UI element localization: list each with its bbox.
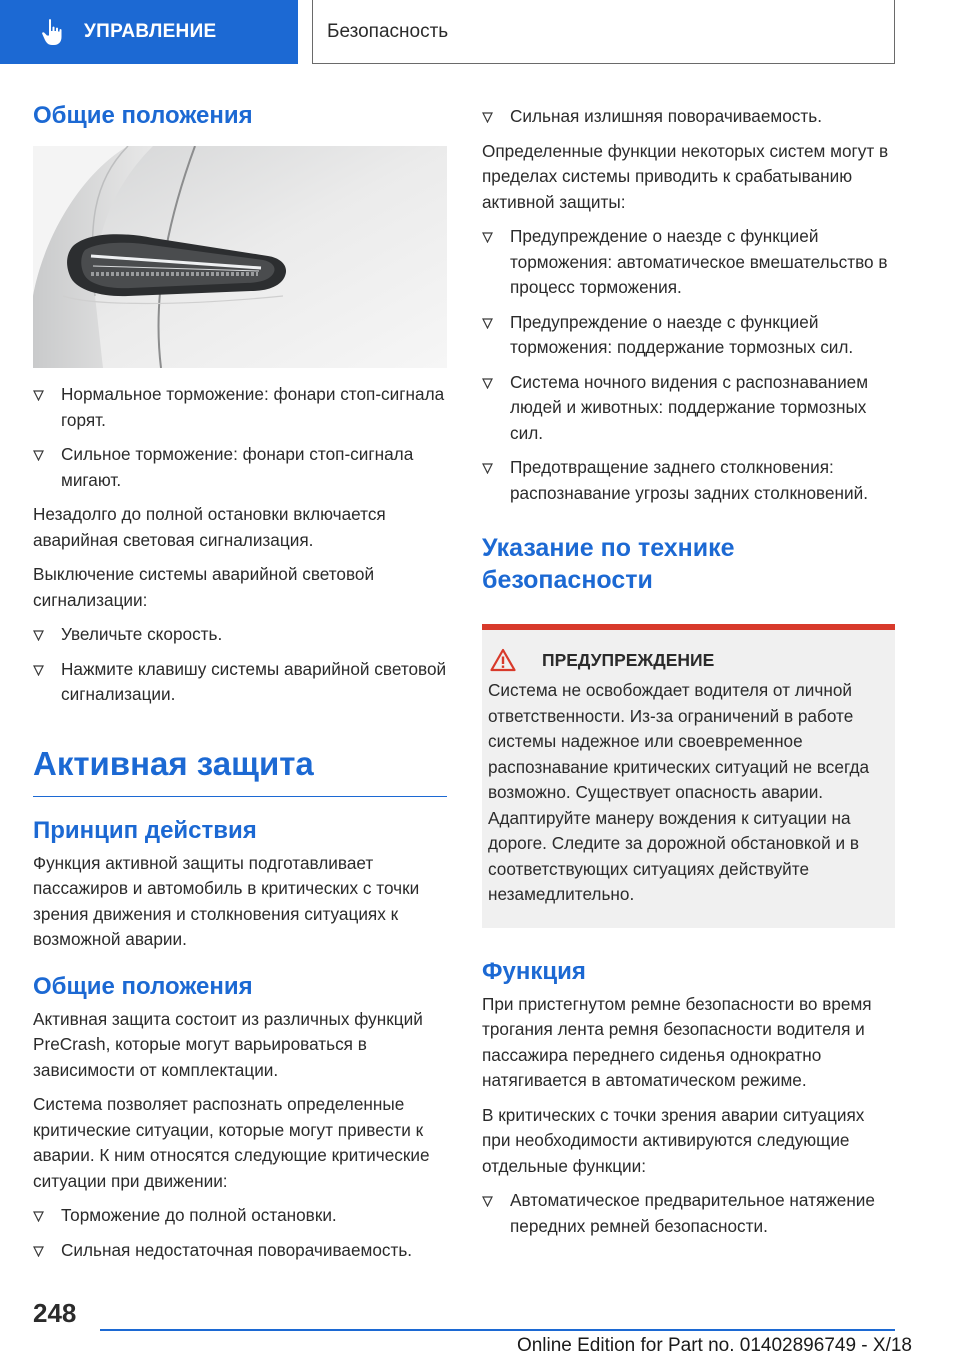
list-item: Сильная недостаточная поворачиваемость. — [33, 1238, 447, 1264]
heading-principle: Принцип действия — [33, 816, 257, 844]
chapter-title: УПРАВЛЕНИЕ — [84, 21, 217, 42]
paragraph: Выключение системы аварийной световой сигнализации: — [33, 564, 375, 610]
page-number: 248 — [33, 1298, 77, 1328]
list-item: Предотвращение заднего столкновения: распознавание угрозы задних столкновений. — [482, 455, 895, 506]
triangle-bullet-icon — [33, 630, 44, 641]
list-item: Автоматическое предварительное натяжение передних ремней безопасности. — [482, 1188, 895, 1239]
systems-list — [482, 224, 895, 506]
chapter-tab[interactable] — [0, 0, 298, 64]
hand-pointer-icon — [40, 18, 66, 46]
triangle-bullet-icon — [33, 1211, 44, 1222]
warning-box — [482, 624, 895, 928]
heading-general-2: Общие положения — [33, 972, 253, 1000]
paragraph: Активная защита состоит из различных функций PreCrash, которые могут варьироваться в зависимости от комплектации. — [33, 1008, 423, 1080]
heading-function: Функция — [482, 957, 586, 985]
triangle-bullet-icon — [482, 112, 493, 123]
functions-list — [482, 1188, 895, 1239]
list-item: Торможение до полной остановки. — [33, 1203, 447, 1229]
triangle-bullet-icon — [482, 232, 493, 243]
paragraph: При пристегнутом ремне безопасности во время трогания лента ремня безопасности водителя и пассажира переднего сиденья однократно натягивается в автоматическом режиме. — [482, 993, 872, 1090]
list-item: Предупреждение о наезде с функцией торможения: автоматическое вмешательство в процесс торможения. — [482, 224, 895, 301]
main-title-active-protection: Активная защита — [33, 744, 447, 797]
list-item: Сильная излишняя поворачиваемость. — [482, 104, 895, 130]
paragraph: Незадолго до полной остановки включается аварийная световая сигнализация. — [33, 504, 386, 550]
list-item: Сильное торможение: фонари стоп-сигнала мигают. — [33, 442, 447, 493]
critical-situations-list-cont — [482, 104, 895, 130]
left-column — [33, 100, 447, 1272]
heading-general-1: Общие положения — [33, 102, 253, 129]
paragraph: В критических с точки зрения аварии ситуациях при необходимости активируются следующие отдельные функции: — [482, 1104, 865, 1176]
triangle-bullet-icon — [482, 463, 493, 474]
list-item: Увеличьте скорость. — [33, 622, 447, 648]
footer-divider — [100, 1329, 895, 1331]
edition-info: Online Edition for Part no. 01402896749 - X/18 — [516, 1335, 912, 1356]
triangle-bullet-icon — [33, 1246, 44, 1257]
critical-situations-list — [33, 1203, 447, 1263]
triangle-bullet-icon — [482, 1196, 493, 1207]
triangle-bullet-icon — [33, 450, 44, 461]
paragraph: Функция активной защиты подготавливает пассажиров и автомобиль в критических с точки зрения движения и столкновения ситуациях к возможной аварии. — [33, 852, 420, 949]
warning-triangle-icon — [490, 648, 516, 672]
braking-lights-list — [33, 382, 447, 493]
triangle-bullet-icon — [482, 318, 493, 329]
hazard-off-list — [33, 622, 447, 708]
car-taillight-image — [33, 146, 447, 368]
list-item: Предупреждение о наезде с функцией торможения: поддержание тормозных сил. — [482, 310, 895, 361]
paragraph: Определенные функции некоторых систем могут в пределах системы приводить к срабатыванию активной защиты: — [482, 140, 889, 212]
right-column — [482, 100, 895, 1248]
page-header — [0, 0, 960, 66]
heading-safety-notes: Указание по технике безопасности — [482, 534, 735, 594]
triangle-bullet-icon — [33, 665, 44, 676]
section-title: Безопасность — [312, 0, 895, 64]
triangle-bullet-icon — [482, 378, 493, 389]
warning-title: ПРЕДУПРЕЖДЕНИЕ — [488, 648, 887, 672]
list-item: Система ночного видения с распознаванием людей и животных: поддержание тормозных сил. — [482, 370, 895, 447]
list-item: Нормальное торможение: фонари стоп-сигнала горят. — [33, 382, 447, 433]
list-item: Нажмите клавишу системы аварийной световой сигнализации. — [33, 657, 447, 708]
warning-text: Система не освобождает водителя от личной ответственности. Из-за ограничений в работе системы надежное или своевременное распознавание критических ситуаций не всегда возможно. Существует опасность аварии. Адаптируйте манеру вождения к ситуации на дороге. Следите за дорожной обстановкой и в соответствующих ситуациях действуйте незамедлительно. — [488, 680, 870, 904]
triangle-bullet-icon — [33, 390, 44, 401]
paragraph: Система позволяет распознать определенные критические ситуации, которые могут привести к аварии. К ним относятся следующие критические ситуации при движении: — [33, 1094, 430, 1191]
